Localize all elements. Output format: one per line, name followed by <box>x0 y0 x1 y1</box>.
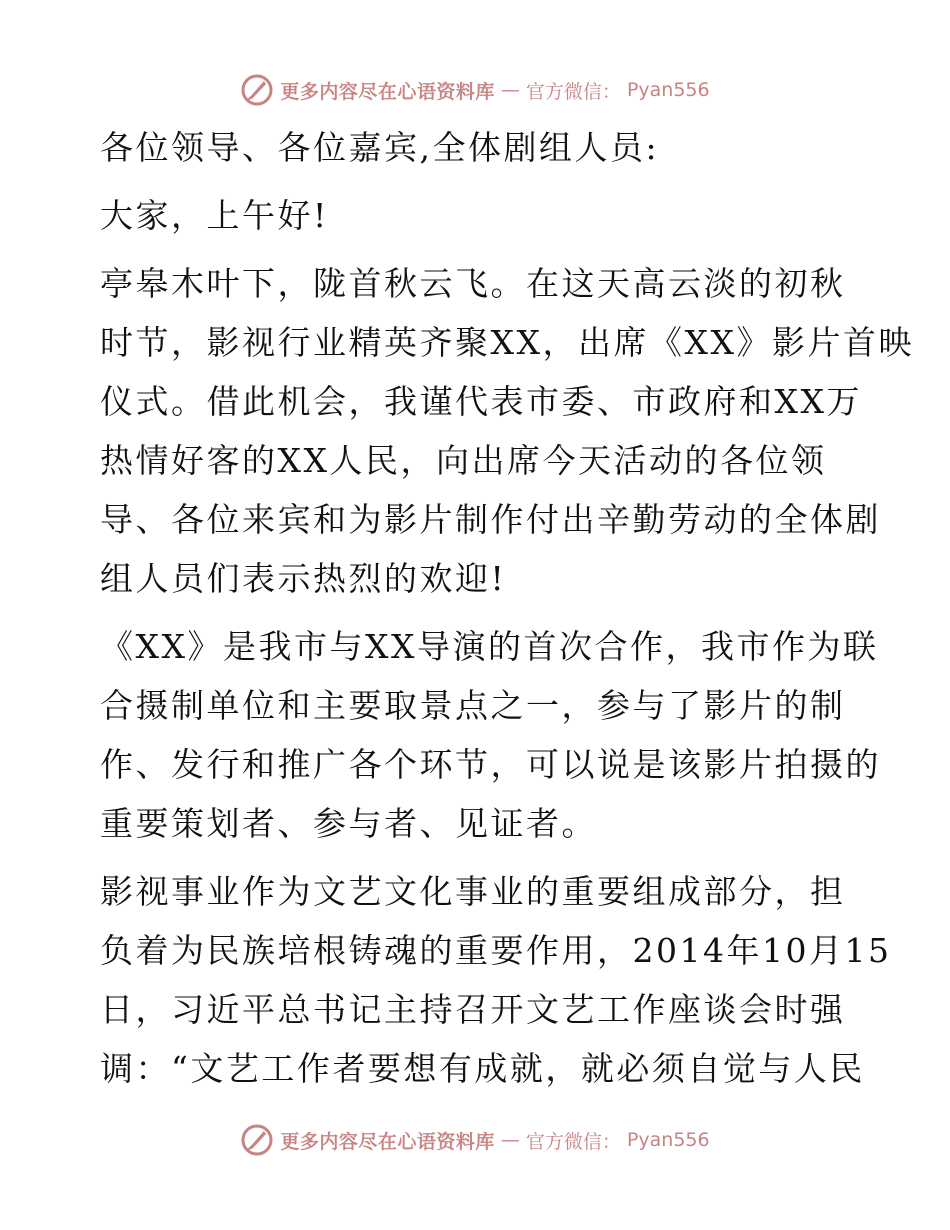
watermark-contact-id: Pyan556 <box>626 1129 710 1151</box>
text-line: 调：“文艺工作者要想有成就，就必须自觉与人民 <box>100 1049 865 1088</box>
header-watermark <box>0 70 950 110</box>
text-line: 仪式。借此机会，我谨代表市委、市政府和XX万 <box>100 382 862 421</box>
watermark-contact-label: 官方微信： <box>525 80 621 103</box>
text-line: 各位领导、各位嘉宾,全体剧组人员: <box>100 128 660 167</box>
watermark-separator: — <box>500 1129 520 1151</box>
paragraph-greeting <box>100 186 860 245</box>
text-line: 影视事业作为文艺文化事业的重要组成部分，担 <box>100 872 846 911</box>
text-line: 亭皋木叶下，陇首秋云飞。在这天高云淡的初秋 <box>100 264 846 303</box>
paragraph-cooperation <box>100 617 881 853</box>
document-body <box>100 118 914 1098</box>
text-line: 重要策划者、参与者、见证者。 <box>100 804 597 843</box>
watermark-brand-text: 更多内容尽在心语资料库 <box>280 80 495 103</box>
feather-pen-icon <box>240 1123 274 1157</box>
paragraph-welcome <box>100 254 914 608</box>
text-line: 大家，上午好! <box>100 196 329 235</box>
text-line: 合摄制单位和主要取景点之一，参与了影片的制 <box>100 686 846 725</box>
text-line: 《XX》是我市与XX导演的首次合作，我市作为联 <box>100 627 879 666</box>
text-line: 导、各位来宾和为影片制作付出辛勤劳动的全体剧 <box>100 500 881 539</box>
watermark-contact-id: Pyan556 <box>626 79 710 101</box>
watermark-contact-label: 官方微信： <box>525 1130 621 1153</box>
watermark-separator: — <box>500 79 520 101</box>
text-line: 作、发行和推广各个环节，可以说是该影片拍摄的 <box>100 745 881 784</box>
text-line: 时节，影视行业精英齐聚XX，出席《XX》影片首映 <box>100 323 914 362</box>
text-line: 热情好客的XX人民，向出席今天活动的各位领 <box>100 441 827 480</box>
text-line: 组人员们表示热烈的欢迎! <box>100 559 507 598</box>
text-line: 负着为民族培根铸魂的重要作用，2014年10月15 <box>100 931 892 970</box>
feather-pen-icon <box>240 73 274 107</box>
paragraph-salutation <box>100 118 860 177</box>
paragraph-film-industry <box>100 862 892 1098</box>
text-line: 日，习近平总书记主持召开文艺工作座谈会时强 <box>100 990 846 1029</box>
footer-watermark <box>0 1120 950 1160</box>
watermark-brand-text: 更多内容尽在心语资料库 <box>280 1130 495 1153</box>
